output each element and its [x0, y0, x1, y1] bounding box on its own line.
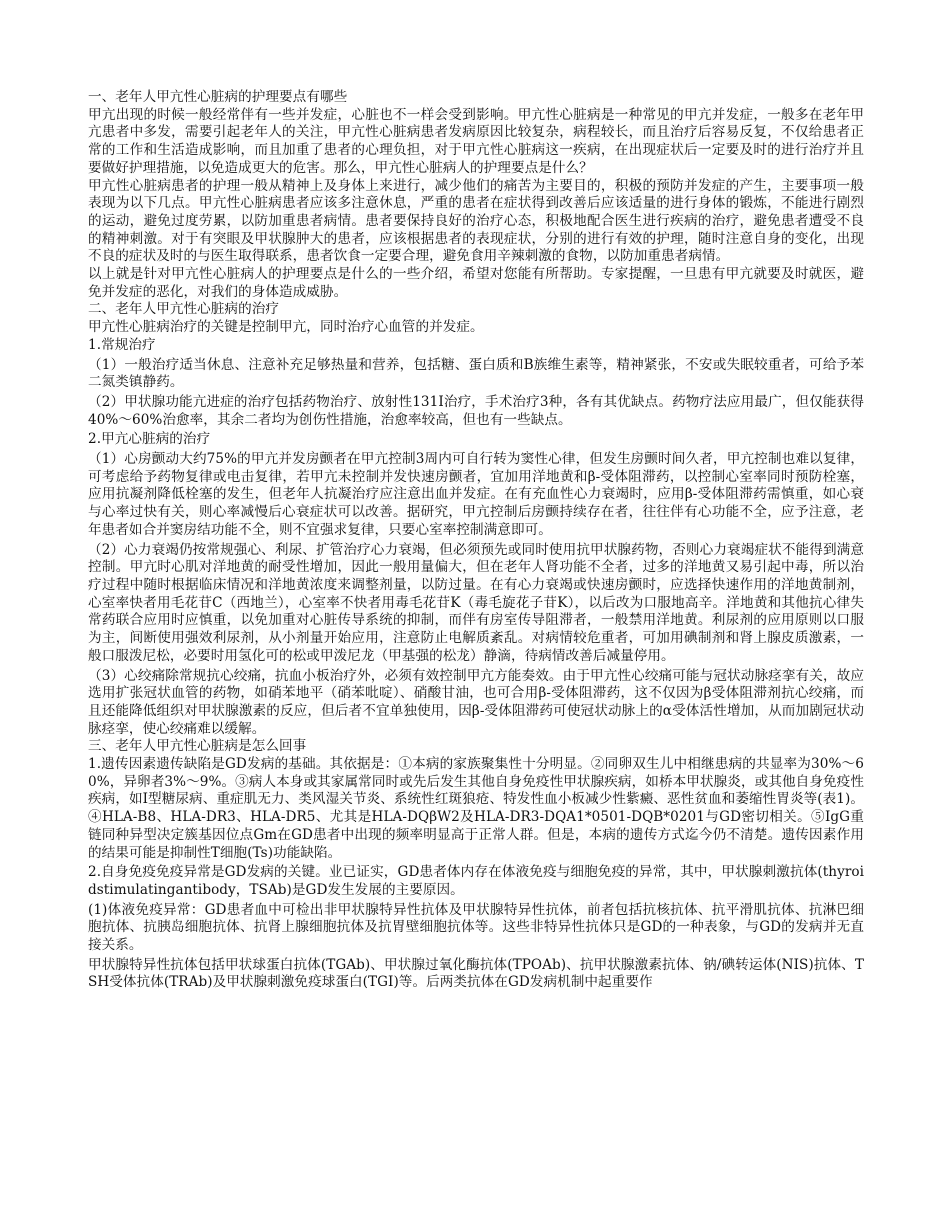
paragraph: （1）一般治疗适当休息、注意补充足够热量和营养，包括糖、蛋白质和B族维生素等，精神紧张，不安或失眠较重者，可给予苯二氮类镇静药。: [88, 356, 864, 391]
paragraph: (1)体液免疫异常：GD患者血中可检出非甲状腺特异性抗体及甲状腺特异性抗体，前者包括抗核抗体、抗平滑肌抗体、抗淋巴细胞抗体、抗胰岛细胞抗体、抗肾上腺细胞抗体及抗胃壁细胞抗体等。这些非特异性抗体只是GD的一种表象，与GD的发病并无直接关系。: [88, 901, 864, 954]
paragraph: 甲状腺特异性抗体包括甲状球蛋白抗体(TGAb)、甲状腺过氧化酶抗体(TPOAb)、抗甲状腺激素抗体、钠/碘转运体(NIS)抗体、TSH受体抗体(TRAb)及甲状腺刺激免疫球蛋白(TGI)等。后两类抗体在GD发病机制中起重要作: [88, 956, 864, 991]
paragraph: （3）心绞痛除常规抗心绞痛，抗血小板治疗外，必须有效控制甲亢方能奏效。由于甲亢性心绞痛可能与冠状动脉痉挛有关，故应选用扩张冠状血管的药物，如硝苯地平（硝苯吡啶）、硝酸甘油，也可合用β-受体阻滞药，这不仅因为β受体阻滞剂抗心绞痛，而且还能降低组织对甲状腺激素的反应，但后者不宜单独使用，因β-受体阻滞药可使冠状动脉上的α受体活性增加，从而加剧冠状动脉痉挛，使心绞痛难以缓解。: [88, 667, 864, 737]
paragraph: 甲亢性心脏病治疗的关键是控制甲亢，同时治疗心血管的并发症。: [88, 319, 484, 336]
document-body: [88, 89, 864, 992]
subheading: 2.甲亢心脏病的治疗: [88, 431, 211, 448]
paragraph: （2）心力衰竭仍按常规强心、利尿、扩管治疗心力衰竭，但必须预先或同时使用抗甲状腺药物，否则心力衰竭症状不能得到满意控制。甲亢时心肌对洋地黄的耐受性增加，因此一般用量偏大，但在老年人肾功能不全者，过多的洋地黄又易引起中毒，所以治疗过程中随时根据临床情况和洋地黄浓度来调整剂量，以防过量。在有心力衰竭或快速房颤时，应选择快速作用的洋地黄制剂，心室率快者用毛花苷C（西地兰），心室率不快者用毒毛花苷K（毒毛旋花子苷K），以后改为口服地高辛。洋地黄和其他抗心律失常药联合应用时应慎重，以免加重对心脏传导系统的抑制，而伴有房室传导阻滞者，一般禁用洋地黄。利尿剂的应用原则以口服为主，间断使用强效利尿剂，从小剂量开始应用，注意防止电解质紊乱。对病情较危重者，可加用碘制剂和肾上腺皮质激素，一般口服泼尼松，必要时用氢化可的松或甲泼尼龙（甲基强的松龙）静滴，待病情改善后减量停用。: [88, 541, 864, 664]
paragraph: 1.遗传因素遗传缺陷是GD发病的基础。其依据是：①本病的家族聚集性十分明显。②同卵双生儿中相继患病的共显率为30%～60%，异卵者3%～9%。③病人本身或其家属常同时或先后发生其他自身免疫性甲状腺疾病，如桥本甲状腺炎，或其他自身免疫性疾病，如Ⅰ型糖尿病、重症肌无力、类风湿关节炎、系统性红斑狼疮、特发性血小板减少性紫癜、恶性贫血和萎缩性胃炎等(表1)。④HLA-B8、HLA-DR3、HLA-DR5、尤其是HLA-DQβW2及HLA-DR3-DQA1*0501-DQB*0201与GD密切相关。⑤IgG重链同种异型决定簇基因位点Gm在GD患者中出现的频率明显高于正常人群。但是，本病的遗传方式迄今仍不清楚。遗传因素作用的结果可能是抑制性T细胞(Ts)功能缺陷。: [88, 756, 864, 861]
paragraph: 以上就是针对甲亢性心脏病人的护理要点是什么的一些介绍，希望对您能有所帮助。专家提醒，一旦患有甲亢就要及时就医，避免并发症的恶化，对我们的身体造成威胁。: [88, 266, 864, 300]
section-heading-1: 一、老年人甲亢性心脏病的护理要点有哪些: [88, 89, 348, 105]
subheading: 1.常规治疗: [88, 336, 156, 353]
paragraph: （1）心房颤动大约75%的甲亢并发房颤者在甲亢控制3周内可自行转为窦性心律，但发生房颤时间久者，甲亢控制也难以复律，可考虑给予药物复律或电击复律，若甲亢未控制并发快速房颤者，宜加用洋地黄和β-受体阻滞药，以控制心室率同时预防栓塞，应用抗凝剂降低栓塞的发生，但老年人抗凝治疗应注意出血并发症。在有充血性心力衰竭时，应用β-受体阻滞药需慎重，如心衰与心率过快有关，则心率减慢后心衰症状可以改善。据研究，甲亢控制后房颤持续存在者，往往伴有心功能不全，应予注意，老年患者如合并窦房结功能不全，则不宜强求复律，只要心室率控制满意即可。: [88, 451, 864, 538]
section-heading-3: 三、老年人甲亢性心脏病是怎么回事: [88, 738, 307, 755]
paragraph: 甲亢出现的时候一般经常伴有一些并发症，心脏也不一样会受到影响。甲亢性心脏病是一种常见的甲亢并发症，一般多在老年甲亢患者中多发，需要引起老年人的关注，甲亢性心脏病患者发病原因比较复杂，病程较长，而且治疗后容易反复，不仅给患者正常的工作和生活造成影响，而且加重了患者的心理负担，对于甲亢性心脏病这一疾病，在出现症状后一定要及时的进行治疗并且要做好护理措施，以免造成更大的危害。那么，甲亢性心脏病人的护理要点是什么？: [88, 106, 864, 176]
paragraph: （2）甲状腺功能亢进症的治疗包括药物治疗、放射性131Ⅰ治疗，手术治疗3种，各有其优缺点。药物疗法应用最广，但仅能获得40%～60%治愈率，其余二者均为创伤性措施，治愈率较高，但也有一些缺点。: [88, 393, 864, 428]
paragraph: 2.自身免疫免疫异常是GD发病的关键。业已证实，GD患者体内存在体液免疫与细胞免疫的异常，其中，甲状腺刺激抗体(thyroidstimulatingantibody，TSAb)是GD发生发展的主要原因。: [88, 864, 864, 898]
paragraph: 甲亢性心脏病患者的护理一般从精神上及身体上来进行，减少他们的痛苦为主要目的，积极的预防并发症的产生，主要事项一般表现为以下几点。甲亢性心脏病患者应该多注意休息，严重的患者在症状得到改善后应该适量的进行身体的锻炼，不能进行剧烈的运动，避免过度劳累，以防加重患者病情。患者要保持良好的治疗心态，积极地配合医生进行疾病的治疗，避免患者遭受不良的精神刺激。对于有突眼及甲状腺肿大的患者，应该根据患者的表现症状，分别的进行有效的护理，随时注意自身的变化，出现不良的症状及时的与医生取得联系，患者饮食一定要合理，避免食用辛辣刺激的食物，以防加重患者病情。: [88, 177, 864, 265]
section-heading-2: 二、老年人甲亢性心脏病的治疗: [88, 301, 280, 318]
